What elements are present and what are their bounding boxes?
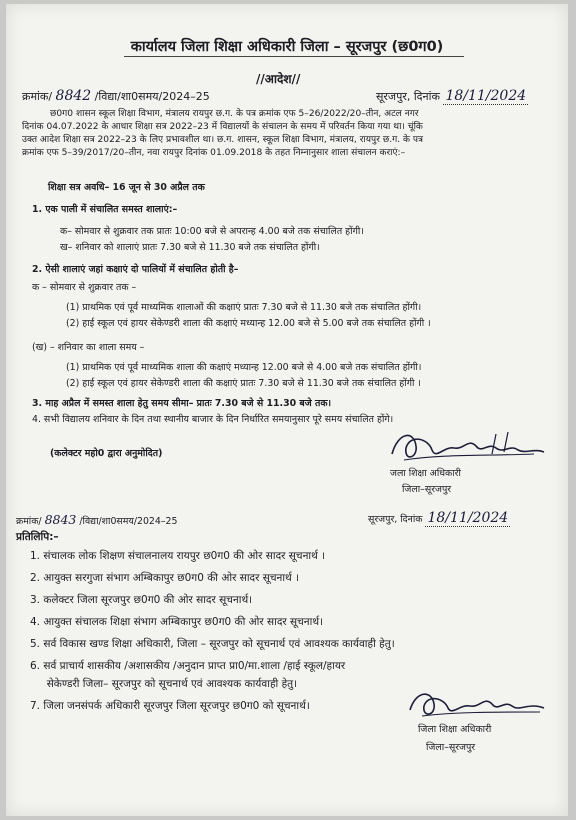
copy-item-3: 3. कलेक्टर जिला सूरजपुर छ0ग0 की ओर सादर सूचनार्थ। <box>30 594 253 606</box>
place-date-label: सूरजपुर, दिनांक <box>376 90 440 103</box>
signature-scribble-2 <box>404 684 554 724</box>
copy-item-6-cont: सेकेण्डरी जिला– सूरजपुर को सूचनार्थ एवं आवश्यक कार्यवाही हेतु। <box>30 678 298 690</box>
section-3: 3. माह अप्रैल में समस्त शाला हेतु समय सीमा– प्रातः 7.30 बजे से 11.30 बजे तक। <box>32 398 332 409</box>
copy-item-7: 7. जिला जनसंपर्क अधिकारी सूरजपुर जिला सूरजपुर छ0ग0 को सूचनार्थ। <box>30 700 310 712</box>
ref2-place-date-label: सूरजपुर, दिनांक <box>368 514 423 525</box>
session-period: शिक्षा सत्र अवधि– 16 जून से 30 अप्रैल तक <box>48 182 205 193</box>
intro-line-3: उक्त आदेश शिक्षा सत्र 2022–23 के लिए प्रभावशील था। छ.ग. शासन, स्कूल शिक्षा विभाग, मंत्रालय, रायपुर छ.ग. के पत्र <box>22 135 424 145</box>
copy-item-4: 4. आयुक्त संचालक शिक्षा संभाग अम्बिकापुर छ0ग0 की ओर सादर सूचनार्थ। <box>30 616 324 628</box>
ref2-suffix: /विद्या/शा0समय/2024–25 <box>79 516 178 527</box>
section-1-b: ख– शनिवार को शालाएं प्रातः 7.30 बजे से 11.30 बजे तक संचालित होंगी। <box>60 242 320 253</box>
copy-item-1: 1. संचालक लोक शिक्षण संचालनालय रायपुर छ0ग0 की ओर सादर सूचनार्थ । <box>30 550 326 562</box>
copy-reference <box>16 512 177 527</box>
section-2-ka-2: (2) हाई स्कूल एवं हायर सेकेण्डरी शाला की कक्षाएं मध्यान्ह 12.00 बजे से 5.00 बजे तक संचालित होंगी । <box>66 318 431 329</box>
document-page <box>6 4 568 816</box>
signatory-2-district: जिला–सूरजपुर <box>426 742 476 753</box>
intro-line-4: क्रमांक एफ 5–39/2017/20–तीन, नवा रायपुर दिनांक 01.09.2018 के तहत निम्नानुसार शाला संचालन कराएं:– <box>22 148 406 158</box>
order-reference <box>22 88 210 104</box>
section-4: 4. सभी विद्यालय शनिवार के दिन तथा स्थानीय बाजार के दिन निर्धारित समयानुसार पूरे समय संचालित होंगे। <box>32 414 394 425</box>
section-2-ka-1: (1) प्राथमिक एवं पूर्व माध्यमिक शालाओं की कक्षाएं प्रातः 7.30 बजे से 11.30 बजे तक संचालित होंगी। <box>66 302 422 313</box>
ref2-prefix: क्रमांक/ <box>16 516 42 527</box>
ref-number-handwritten: 8842 <box>55 88 92 104</box>
ref2-date-handwritten: 18/11/2024 <box>427 510 509 526</box>
ref2-number-handwritten: 8843 <box>44 512 77 527</box>
signatory-1-district: जिला–सूरजपुर <box>402 484 452 495</box>
signature-scribble-1 <box>384 424 554 470</box>
title-underline <box>124 56 464 57</box>
date-handwritten: 18/11/2024 <box>445 88 527 104</box>
order-heading: //आदेश// <box>256 72 301 86</box>
intro-line-2: दिनांक 04.07.2022 के आधार शिक्षा सत्र 2022–23 में विद्यालयों के संचालन के समय में परिवर्तन किया गया था। चूंकि <box>22 122 423 132</box>
copy-item-6: 6. सर्व प्राचार्य शासकीय /अशासकीय /अनुदान प्राप्त प्रा0/मा.शाला /हाई स्कूल/हायर <box>30 660 346 672</box>
office-title: कार्यालय जिला शिक्षा अधिकारी जिला – सूरजपुर (छ0ग0) <box>130 39 444 55</box>
copy-item-2: 2. आयुक्त सरगुजा संभाग अम्बिकापुर छ0ग0 की ओर सादर सूचनार्थ । <box>30 572 300 584</box>
section-2-ka: क – सोमवार से शुक्रवार तक – <box>32 282 137 293</box>
ref-suffix: /विद्या/शा0समय/2024–25 <box>94 90 210 103</box>
collector-approval: (कलेक्टर महो0 द्वारा अनुमोदित) <box>50 448 163 459</box>
signatory-1-designation: जला शिक्षा अधिकारी <box>390 468 461 479</box>
section-2-kha-2: (2) हाई स्कूल एवं हायर सेकेण्डरी शाला की कक्षाएं प्रातः 7.30 बजे से 11.30 बजे तक संचालित होंगी । <box>66 378 421 389</box>
section-2-kha-1: (1) प्राथमिक एवं पूर्व माध्यमिक शाला की कक्षाएं मध्यान्ह 12.00 बजे से 4.00 बजे तक संचालित होंगी। <box>66 362 422 373</box>
section-1-heading: 1. एक पाली में संचालित समस्त शालाएं:– <box>32 204 178 215</box>
order-date <box>376 88 528 104</box>
ref-prefix: क्रमांक/ <box>22 90 53 103</box>
copy-heading: प्रतिलिपि:– <box>16 531 59 543</box>
signatory-2-designation: जिला शिक्षा अधिकारी <box>418 724 492 735</box>
section-2-kha: (ख) – शनिवार का शाला समय – <box>32 342 145 353</box>
copy-date <box>368 510 510 526</box>
section-1-a: क– सोमवार से शुक्रवार तक प्रातः 10:00 बजे से अपरान्ह 4.00 बजे तक संचालित होंगी। <box>60 226 364 237</box>
section-2-heading: 2. ऐसी शालाएं जहां कक्षाएं दो पालियों में संचालित होती है– <box>32 264 239 275</box>
copy-item-5: 5. सर्व विकास खण्ड शिक्षा अधिकारी, जिला – सूरजपुर को सूचनार्थ एवं आवश्यक कार्यवाही हेतु। <box>30 638 395 650</box>
intro-line-1: छ0ग0 शासन स्कूल शिक्षा विभाग, मंत्रालय रायपुर छ.ग. के पत्र क्रमांक एफ 5–26/2022/20–तीन, अटल नगर <box>50 109 419 119</box>
